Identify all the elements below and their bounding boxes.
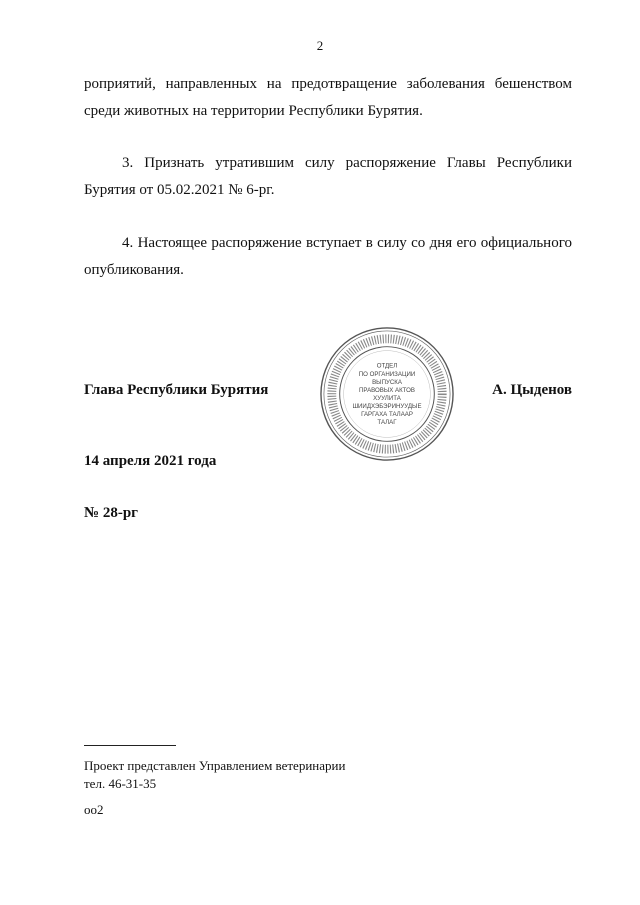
seal-text-line: ТАЛАГ bbox=[377, 419, 397, 427]
paragraph-continuation: роприятий, направленных на предотвращение заболевания бешенством среди животных на территории Республики Бурятия. bbox=[84, 76, 572, 119]
footer-project-note: Проект представлен Управлением ветеринарии bbox=[84, 758, 346, 773]
footnote-divider bbox=[84, 745, 176, 746]
document-date: 14 апреля 2021 года bbox=[84, 453, 217, 469]
seal-text-line: ГАРГАХА ТАЛААР bbox=[361, 411, 413, 419]
footer-phone: тел. 46-31-35 bbox=[84, 776, 157, 791]
seal-text-line: ПРАВОВЫХ АКТОВ bbox=[359, 386, 415, 394]
seal-text-line: ВЫПУСКА bbox=[372, 378, 402, 386]
paragraph-3: 3. Признать утратившим силу распоряжение Главы Республики Бурятия от 05.02.2021 № 6-рг. bbox=[84, 155, 572, 198]
seal-text-line: ОТДЕЛ bbox=[376, 362, 398, 370]
seal-text-line: ПО ОРГАНИЗАЦИИ bbox=[358, 370, 416, 378]
document-number: № 28-рг bbox=[84, 505, 138, 521]
official-seal bbox=[318, 325, 456, 463]
signer-position: Глава Республики Бурятия bbox=[84, 382, 269, 398]
signer-name: А. Цыденов bbox=[492, 382, 572, 398]
seal-text-line: ШИИДХЭБЭРИНУУДЫЕ bbox=[352, 403, 422, 411]
paragraph-4: 4. Настоящее распоряжение вступает в силу со дня его официального опубликования. bbox=[84, 235, 572, 278]
page-number: 2 bbox=[316, 38, 324, 53]
seal-text-line: ХУУЛИТА bbox=[373, 395, 401, 403]
footer-code: оо2 bbox=[84, 802, 104, 817]
